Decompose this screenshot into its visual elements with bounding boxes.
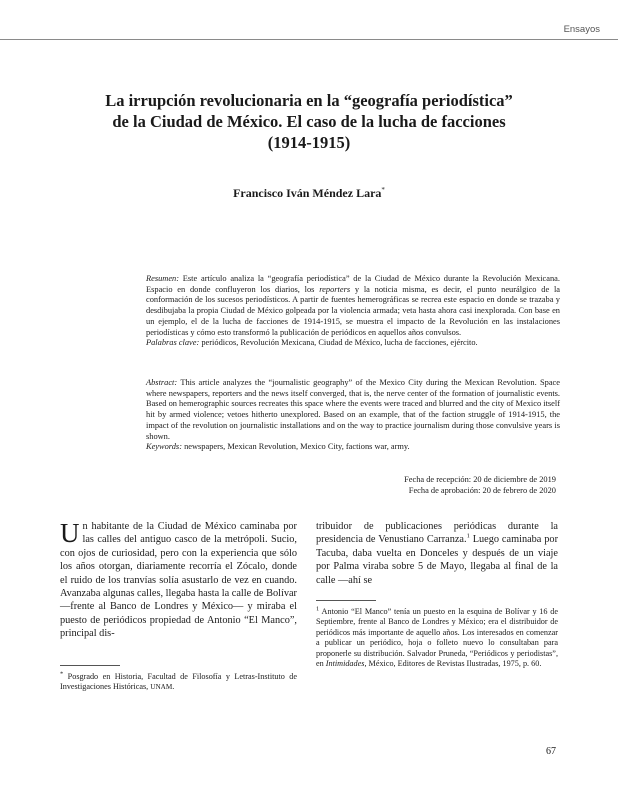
abstract-block xyxy=(146,378,560,453)
running-header-section: Ensayos xyxy=(563,24,600,35)
page-number: 67 xyxy=(546,746,556,757)
title-line-1: La irrupción revolucionaria en la “geografía periodística” xyxy=(105,91,513,110)
footnote-author-unam: UNAM xyxy=(150,683,173,692)
date-approved: Fecha de aprobación: 20 de febrero de 2020 xyxy=(408,486,556,495)
body-column-right xyxy=(316,520,558,587)
body-text-right-continued: Luego caminaba por Tacuba, daba vuelta en Donceles y después de un viaje por Palma viraba sobre 5 de Mayo, llegaba al final de la calle —ahí se xyxy=(316,534,558,586)
abstract-label: Abstract: xyxy=(146,378,178,387)
body-column-left xyxy=(60,520,297,641)
author-footnote-mark: * xyxy=(381,186,385,194)
drop-cap: U xyxy=(60,518,80,548)
keywords-text: newspapers, Mexican Revolution, Mexico City, factions war, army. xyxy=(181,442,410,452)
footnote-author-mark: * xyxy=(60,670,64,678)
keywords-label: Keywords: xyxy=(146,442,182,452)
title-line-2: de la Ciudad de México. El caso de la lucha de facciones xyxy=(112,112,506,131)
body-text-right: tribuidor de publicaciones periódicas durante la presidencia de Venustiano Carranza. xyxy=(316,521,558,546)
resumen-italic-term: reporters xyxy=(319,284,351,294)
footnote-ref-1: 1 xyxy=(466,532,470,540)
palabras-clave-label: Palabras clave: xyxy=(146,338,200,348)
article-title xyxy=(40,90,578,153)
footnote-1 xyxy=(316,607,558,669)
footnote-1-italic: Intimidades xyxy=(325,659,365,669)
abstract-text: This article analyzes the “journalistic geography” of the Mexico City during the Mexican Revolution. Space where newspapers, reporters and the news itself converged, that is, the nerve center of the formation of journalistic events. Based on hemerographic sources recreates this space where the events were traced and blurred and the city of Mexico itself hit by armed violence; vetoes hitherto unexplored. Based on an example, that of the faction struggle of 1914-1915, the impact of the revolution on journalistic installations and on the way to practice journalism during those convulsive years is shown. xyxy=(146,378,560,441)
footnote-rule-left xyxy=(60,665,120,666)
resumen-text-continued: y la noticia misma, es decir, el punto neurálgico de la conformación de los sucesos periodísticos. A partir de fuentes hemerográficas se recrea este espacio en donde se trazaba y desdibujaba la propia Ciudad de México golpeada por la violencia armada; veta hasta ahora casi inexplorada. Con base en un ejemplo, el de la lucha de facciones de 1914-1915, se muestra el impacto de la Revolución en las instalaciones periodísticas y cómo esto transformó la publicación de periódicos en aquellos años convulsos. xyxy=(146,284,560,337)
palabras-clave-text: periódicos, Revolución Mexicana, Ciudad de México, lucha de facciones, ejército. xyxy=(199,338,478,348)
title-line-3: (1914-1915) xyxy=(267,133,351,152)
footnote-author-text: Posgrado en Historia, Facultad de Filosofía y Letras-Instituto de Investigaciones Históricas, xyxy=(60,672,297,692)
resumen-block xyxy=(146,274,560,349)
author-name: Francisco Iván Méndez Lara xyxy=(233,186,382,200)
author-byline xyxy=(60,186,558,201)
resumen-text: Este artículo analiza la “geografía periodística” de la Ciudad de México durante la Revolución Mexicana. Espacio en donde confluyeron los diarios, los xyxy=(146,274,560,294)
footnote-author-end: . xyxy=(172,682,175,692)
footnote-1-text: Antonio “El Manco” tenía un puesto en la esquina de Bolívar y 16 de Septiembre, frente al Banco de Londres y México; era el distribuidor de periódicos más importante de aquello años. Los interesados en comenzar a publicar un periódico, hoja o folleto nuevo lo consultaban para proponerle su distribución. Salvador Pruneda, “Periódicos y periodistas”, en xyxy=(316,607,558,669)
article-dates xyxy=(404,474,556,496)
header-rule xyxy=(0,39,618,40)
date-received: Fecha de recepción: 20 de diciembre de 2019 xyxy=(404,475,556,484)
footnote-1-mark: 1 xyxy=(316,605,320,613)
footnote-rule-right xyxy=(316,600,376,601)
body-text-left: n habitante de la Ciudad de México caminaba por las calles del antiguo casco de la metrópoli. Sucio, con ojos de curiosidad, pero con la experiencia que sólo los años otorgan, diariamente recorría el Zócalo, donde el ruido de los tranvías solía asustarlo de vez en cuando. Avanzaba algunas calles, llegaba hasta la calle de Bolívar —frente al Banco de Londres y México— y miraba el puesto de periódicos propiedad de Antonio “El Manco”, principal dis- xyxy=(60,521,297,640)
footnote-1-end: , México, Editores de Revistas Ilustradas, 1975, p. 60. xyxy=(364,659,542,669)
resumen-label: Resumen: xyxy=(146,274,180,283)
footnote-author xyxy=(60,672,297,693)
